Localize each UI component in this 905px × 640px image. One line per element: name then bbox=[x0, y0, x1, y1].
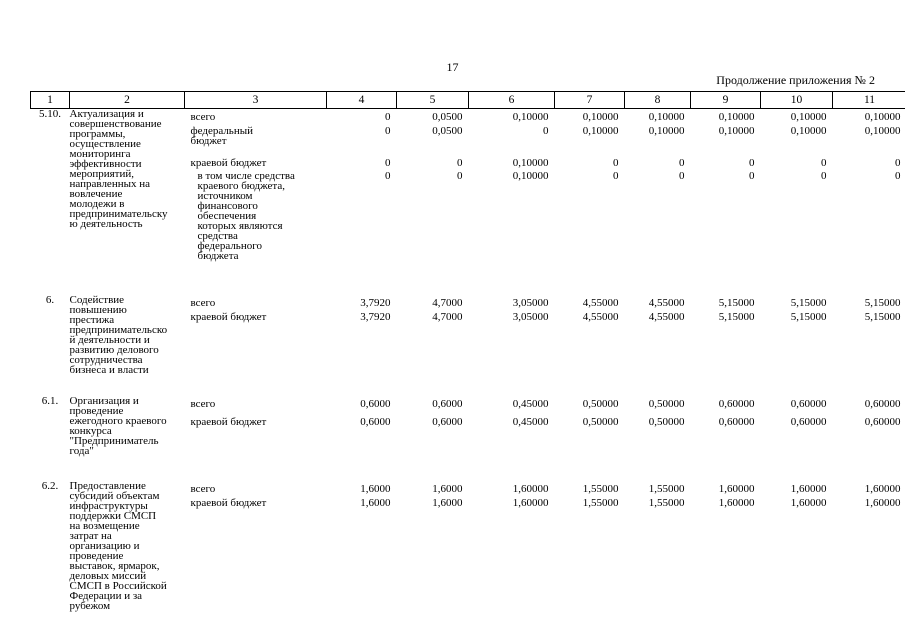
budget-value: 0,10000 bbox=[582, 111, 619, 123]
budget-value: 0,10000 bbox=[512, 170, 549, 182]
budget-value: 0,10000 bbox=[512, 157, 549, 169]
value-cell bbox=[555, 295, 625, 390]
table-row bbox=[31, 109, 905, 290]
header-row bbox=[31, 92, 905, 109]
value-cell bbox=[327, 109, 397, 290]
budget-value: 1,60000 bbox=[790, 483, 827, 495]
budget-value: 5,15000 bbox=[718, 297, 755, 309]
funding-source-cell bbox=[185, 109, 327, 290]
value-cell bbox=[833, 295, 905, 390]
budget-value: 0 bbox=[679, 170, 685, 182]
value-cell bbox=[761, 109, 833, 290]
budget-value: 0,0500 bbox=[432, 111, 463, 123]
funding-source: федеральный бюджет bbox=[190, 125, 253, 147]
value-cell bbox=[833, 109, 905, 290]
value-cell bbox=[761, 481, 833, 626]
funding-source-cell bbox=[185, 295, 327, 390]
row-number: 5.10. bbox=[39, 108, 61, 120]
continuation-label: Продолжение приложения № 2 bbox=[716, 73, 875, 87]
value-cell bbox=[397, 396, 469, 475]
budget-value: 0,6000 bbox=[360, 416, 391, 428]
row-title-cell bbox=[70, 295, 185, 390]
value-cell bbox=[327, 481, 397, 626]
budget-value: 0 bbox=[749, 157, 755, 169]
value-cell bbox=[469, 396, 555, 475]
budget-value: 0,60000 bbox=[718, 416, 755, 428]
budget-value: 1,60000 bbox=[718, 497, 755, 509]
header-cell: 1 bbox=[31, 92, 70, 109]
value-cell bbox=[469, 295, 555, 390]
budget-value: 0,45000 bbox=[512, 398, 549, 410]
header-cell: 9 bbox=[691, 92, 761, 109]
header-cell: 6 bbox=[469, 92, 555, 109]
budget-value: 0,60000 bbox=[718, 398, 755, 410]
value-cell bbox=[555, 109, 625, 290]
budget-value: 1,6000 bbox=[432, 497, 463, 509]
budget-value: 4,55000 bbox=[582, 311, 619, 323]
budget-value: 0 bbox=[821, 170, 827, 182]
budget-value: 4,55000 bbox=[648, 311, 685, 323]
budget-value: 0,10000 bbox=[718, 111, 755, 123]
budget-value: 1,55000 bbox=[648, 497, 685, 509]
value-cell bbox=[761, 295, 833, 390]
budget-value: 0,10000 bbox=[864, 111, 901, 123]
value-cell bbox=[397, 109, 469, 290]
funding-source: в том числе средства краевого бюджета, источником финансового обеспечения которых являются средства федерального бюджета bbox=[197, 170, 295, 262]
funding-source: всего bbox=[190, 297, 216, 309]
budget-value: 0,50000 bbox=[582, 398, 619, 410]
value-cell bbox=[327, 295, 397, 390]
budget-value: 0 bbox=[543, 125, 549, 137]
budget-value: 0,6000 bbox=[432, 398, 463, 410]
funding-source-cell bbox=[185, 396, 327, 475]
value-cell bbox=[833, 481, 905, 626]
budget-value: 1,60000 bbox=[718, 483, 755, 495]
header-cell: 8 bbox=[625, 92, 691, 109]
budget-value: 0,6000 bbox=[360, 398, 391, 410]
budget-value: 0,50000 bbox=[582, 416, 619, 428]
budget-value: 0,10000 bbox=[582, 125, 619, 137]
value-cell bbox=[691, 295, 761, 390]
row-title: Предоставление субсидий объектам инфраструктуры поддержки СМСП на возмещение затрат на организацию и проведение выставок, ярмарок, деловых миссий СМСП в Российской Федерации и за рубежом bbox=[69, 480, 167, 612]
budget-value: 1,6000 bbox=[432, 483, 463, 495]
budget-value: 0 bbox=[895, 157, 901, 169]
budget-value: 0 bbox=[385, 170, 391, 182]
budget-value: 4,55000 bbox=[648, 297, 685, 309]
budget-value: 5,15000 bbox=[864, 311, 901, 323]
budget-value: 3,05000 bbox=[512, 311, 549, 323]
row-title: Содействие повышению престижа предпринимательской деятельности и развитию делового сотрудничества бизнеса и власти bbox=[69, 294, 168, 376]
header-cell: 4 bbox=[327, 92, 397, 109]
budget-value: 3,7920 bbox=[360, 311, 391, 323]
budget-value: 0 bbox=[385, 157, 391, 169]
value-cell bbox=[555, 481, 625, 626]
funding-source: краевой бюджет bbox=[190, 497, 267, 509]
value-cell bbox=[469, 109, 555, 290]
budget-value: 0 bbox=[385, 111, 391, 123]
row-title: Актуализация и совершенствование программы, осуществление мониторинга эффективности мероприятий, направленных на вовлечение молодежи в предпринимательскую деятельность bbox=[69, 108, 168, 230]
budget-value: 0,6000 bbox=[432, 416, 463, 428]
budget-value: 0,0500 bbox=[432, 125, 463, 137]
budget-value: 0,10000 bbox=[718, 125, 755, 137]
value-cell bbox=[761, 396, 833, 475]
budget-value: 1,60000 bbox=[512, 497, 549, 509]
funding-source: всего bbox=[190, 111, 216, 123]
budget-value: 1,55000 bbox=[648, 483, 685, 495]
budget-value: 5,15000 bbox=[790, 311, 827, 323]
budget-value: 0 bbox=[613, 157, 619, 169]
header-cell: 11 bbox=[833, 92, 905, 109]
value-cell bbox=[691, 396, 761, 475]
budget-value: 1,60000 bbox=[512, 483, 549, 495]
budget-value: 0,10000 bbox=[512, 111, 549, 123]
table-row bbox=[31, 396, 905, 475]
budget-value: 4,7000 bbox=[432, 297, 463, 309]
row-title-cell bbox=[70, 109, 185, 290]
budget-value: 0,10000 bbox=[790, 111, 827, 123]
budget-value: 0,10000 bbox=[648, 125, 685, 137]
budget-value: 0,60000 bbox=[790, 398, 827, 410]
budget-value: 4,55000 bbox=[582, 297, 619, 309]
budget-value: 0 bbox=[679, 157, 685, 169]
budget-value: 0 bbox=[821, 157, 827, 169]
budget-value: 0 bbox=[385, 125, 391, 137]
value-cell bbox=[397, 481, 469, 626]
row-title-cell bbox=[70, 481, 185, 626]
budget-value: 1,6000 bbox=[360, 483, 391, 495]
budget-value: 0,10000 bbox=[864, 125, 901, 137]
budget-value: 0,60000 bbox=[864, 398, 901, 410]
value-cell bbox=[691, 109, 761, 290]
value-cell bbox=[397, 295, 469, 390]
budget-value: 1,6000 bbox=[360, 497, 391, 509]
funding-source: краевой бюджет bbox=[190, 157, 267, 169]
value-cell bbox=[555, 396, 625, 475]
budget-value: 1,60000 bbox=[790, 497, 827, 509]
row-title-cell bbox=[70, 396, 185, 475]
value-cell bbox=[691, 481, 761, 626]
budget-value: 0 bbox=[457, 170, 463, 182]
budget-value: 4,7000 bbox=[432, 311, 463, 323]
header-cell: 7 bbox=[555, 92, 625, 109]
budget-value: 1,60000 bbox=[864, 497, 901, 509]
funding-source-cell bbox=[185, 481, 327, 626]
budget-value: 0,10000 bbox=[648, 111, 685, 123]
funding-source: краевой бюджет bbox=[190, 416, 267, 428]
budget-value: 1,55000 bbox=[582, 483, 619, 495]
row-number: 6.1. bbox=[41, 395, 59, 407]
header-cell: 2 bbox=[70, 92, 185, 109]
budget-value: 1,60000 bbox=[864, 483, 901, 495]
budget-value: 0,10000 bbox=[790, 125, 827, 137]
budget-value: 5,15000 bbox=[790, 297, 827, 309]
value-cell bbox=[833, 396, 905, 475]
value-cell bbox=[625, 295, 691, 390]
table-row bbox=[31, 481, 905, 626]
page-number: 17 bbox=[446, 60, 459, 74]
budget-value: 5,15000 bbox=[864, 297, 901, 309]
budget-value: 0,60000 bbox=[790, 416, 827, 428]
row-title: Организация и проведение ежегодного краевого конкурса "Предприниматель года" bbox=[69, 395, 167, 457]
value-cell bbox=[469, 481, 555, 626]
budget-value: 0,50000 bbox=[648, 416, 685, 428]
budget-value: 3,7920 bbox=[360, 297, 391, 309]
budget-table bbox=[30, 91, 905, 626]
value-cell bbox=[625, 481, 691, 626]
table-row bbox=[31, 295, 905, 390]
value-cell bbox=[625, 109, 691, 290]
budget-value: 0,45000 bbox=[512, 416, 549, 428]
funding-source: всего bbox=[190, 483, 216, 495]
value-cell bbox=[625, 396, 691, 475]
budget-value: 0 bbox=[895, 170, 901, 182]
budget-value: 0 bbox=[613, 170, 619, 182]
budget-value: 0 bbox=[457, 157, 463, 169]
value-cell bbox=[327, 396, 397, 475]
budget-value: 0 bbox=[749, 170, 755, 182]
funding-source: краевой бюджет bbox=[190, 311, 267, 323]
budget-value: 0,60000 bbox=[864, 416, 901, 428]
row-number: 6. bbox=[45, 294, 55, 306]
budget-value: 3,05000 bbox=[512, 297, 549, 309]
row-number: 6.2. bbox=[41, 480, 59, 492]
header-cell: 10 bbox=[761, 92, 833, 109]
header-cell: 5 bbox=[397, 92, 469, 109]
header-cell: 3 bbox=[185, 92, 327, 109]
budget-value: 5,15000 bbox=[718, 311, 755, 323]
budget-value: 0,50000 bbox=[648, 398, 685, 410]
budget-value: 1,55000 bbox=[582, 497, 619, 509]
funding-source: всего bbox=[190, 398, 216, 410]
